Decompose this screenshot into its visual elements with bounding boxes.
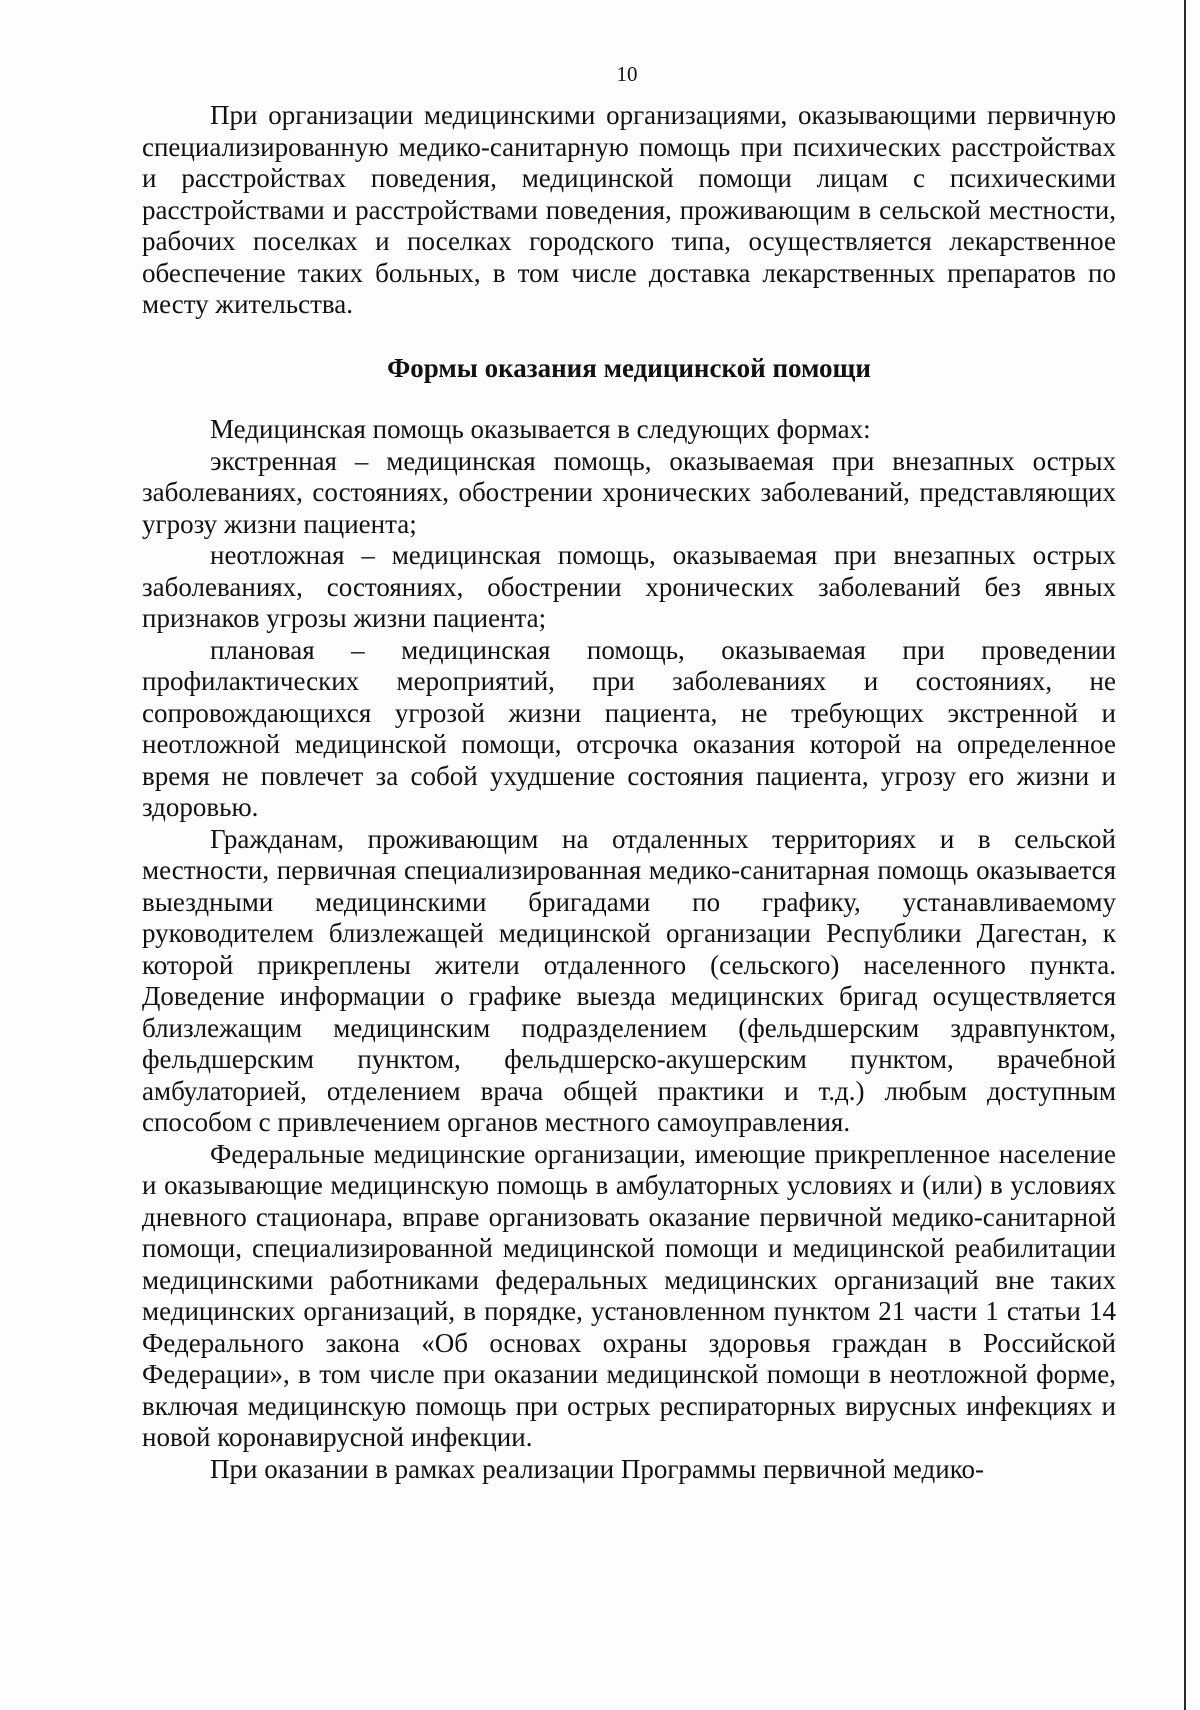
- paragraph-forms-intro: Медицинская помощь оказывается в следующих формах:: [210, 414, 871, 444]
- paragraph-emergency-form: экстренная – медицинская помощь, оказываемая при внезапных острых заболеваниях, состояниях, обострении хронических заболеваний, представляющих угрозу жизни пациента;: [142, 445, 1116, 539]
- page-edge-line: [1184, 0, 1186, 1710]
- document-body: [142, 100, 1116, 1485]
- paragraph-pharma-supply: При организации медицинскими организациями, оказывающими первичную специализированную медико-санитарную помощь при психических расстройствах и расстройствах поведения, медицинской помощи лицам с психическими расстройствами и расстройствами поведения, проживающим в сельской местности, рабочих поселках и поселках городского типа, осуществляется лекарственное обеспечение таких больных, в том числе доставка лекарственных препаратов по месту жительства.: [142, 100, 1116, 319]
- section-heading-text: Формы оказания медицинской помощи: [387, 352, 871, 383]
- paragraph-planned-form: плановая – медицинская помощь, оказываемая при проведении профилактических мероприятий, при заболеваниях и состояниях, не сопровождающихся угрозой жизни пациента, не требующих экстренной и неотложной медицинской помощи, отсрочка оказания которой на определенное время не повлечет за собой ухудшение состояния пациента, угрозу его жизни и здоровью.: [142, 634, 1116, 822]
- page-number: 10: [616, 62, 638, 86]
- paragraph-program-continued: При оказании в рамках реализации Программы первичной медико-: [210, 1453, 984, 1484]
- paragraph-federal-organizations: Федеральные медицинские организации, имеющие прикрепленное население и оказывающие медицинскую помощь в амбулаторных условиях и (или) в условиях дневного стационара, вправе организовать оказание первичной медико-санитарной помощи, специализированной медицинской помощи и медицинской реабилитации медицинскими работниками федеральных медицинских организаций вне таких медицинских организаций, в порядке, установленном пунктом 21 части 1 статьи 14 Федерального закона «Об основах охраны здоровья граждан в Российской Федерации», в том числе при оказании медицинской помощи в неотложной форме, включая медицинскую помощь при острых респираторных вирусных инфекциях и новой коронавирусной инфекции.: [142, 1138, 1116, 1452]
- paragraph-urgent-form: неотложная – медицинская помощь, оказываемая при внезапных острых заболеваниях, состояниях, обострении хронических заболеваний без явных признаков угрозы жизни пациента;: [142, 540, 1116, 633]
- paragraph-remote-territories: Гражданам, проживающим на отдаленных территориях и в сельской местности, первичная специализированная медико-санитарная помощь оказывается выездными медицинскими бригадами по графику, устанавливаемому руководителем близлежащей медицинской организации Республики Дагестан, к которой прикреплены жители отдаленного (сельского) населенного пункта. Доведение информации о графике выезда медицинских бригад осуществляется близлежащим медицинским подразделением (фельдшерским здравпунктом, фельдшерским пунктом, фельдшерско-акушерским пунктом, врачебной амбулаторией, отделением врача общей практики и т.д.) любым доступным способом с привлечением органов местного самоуправления.: [142, 823, 1116, 1137]
- section-heading: [142, 353, 1116, 385]
